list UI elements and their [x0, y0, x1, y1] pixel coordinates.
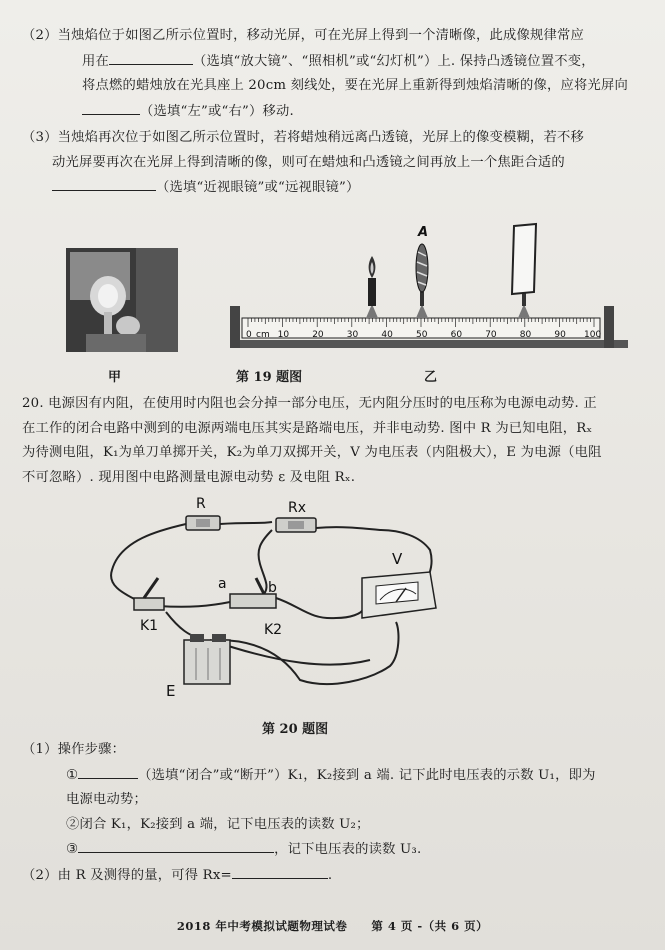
part2-end: .: [327, 867, 333, 883]
ruler-tick-label: 0: [246, 330, 252, 340]
resistor-rx-label: Rx: [288, 500, 307, 516]
figure-20-caption: 第 20 题图: [262, 722, 329, 737]
ruler-tick-label: 100: [584, 330, 602, 340]
screen-holder: [518, 304, 530, 318]
q20-line4: 不可忽略）. 现用图中电路测量电源电动势 ε 及电阻 Rₓ.: [22, 469, 356, 485]
battery-label: E: [166, 682, 176, 700]
voltmeter-label: V: [392, 550, 403, 568]
figure-yi-label: 乙: [424, 370, 438, 385]
step1-text: （选填“闭合”或“断开”）K₁，K₂接到 a 端. 记下此时电压表的示数 U₁，即为: [138, 767, 596, 783]
ruler-tick-label: 70: [485, 330, 497, 340]
q19-part2-line2a: 用在: [82, 53, 109, 69]
page-footer: 2018 年中考模拟试题物理试卷 第 4 页 -（共 6 页）: [176, 919, 489, 933]
q19-part2-line1: （2）当烛焰位于如图乙所示位置时，移动光屏，可在光屏上得到一个清晰像，此成像规律常应: [22, 28, 585, 43]
q20-text: [22, 392, 650, 490]
figure-19-caption: 第 19 题图: [236, 370, 303, 385]
q19-part2-line2b: （选填“放大镜”、“照相机”或“幻灯机”）上. 保持凸透镜位置不变，: [193, 53, 595, 69]
q19-part3-line1: （3）当烛焰再次位于如图乙所示位置时，若将蜡烛稍远离凸透镜，光屏上的像变模糊，若不移: [22, 130, 585, 145]
switch-k2-label: K2: [264, 622, 283, 638]
answer-blank-rx[interactable]: [232, 863, 328, 879]
terminal-b-label: b: [268, 580, 277, 596]
step2-text: ②闭合 K₁，K₂接到 a 端，记下电压表的读数 U₂；: [66, 816, 370, 832]
q19-part2: [22, 24, 665, 124]
answer-blank-switch-state[interactable]: [78, 763, 138, 779]
step3-text: ，记下电压表的读数 U₃.: [274, 842, 422, 857]
ruler-tick-label: 20: [312, 330, 324, 340]
figure-jia-label: 甲: [108, 370, 122, 385]
q19-part2-line4: （选填“左”或“右”）移动.: [140, 103, 294, 119]
switch-k1-label: K1: [140, 618, 159, 634]
voltmeter: [362, 572, 436, 618]
terminal-a-label: a: [218, 576, 227, 592]
ruler: [242, 318, 601, 340]
figure-20-circuit: [100, 490, 460, 705]
resistor-r-label: R: [196, 496, 206, 512]
q19-part3-line3: （选填“近视眼镜”或“远视眼镜”）: [156, 180, 360, 195]
lens-label-a: A: [418, 225, 429, 240]
ruler-tick-label: 60: [450, 330, 463, 340]
candle-holder: [366, 304, 378, 318]
switch-k1: [134, 578, 164, 610]
step1-cont: 电源电动势；: [66, 792, 147, 807]
ruler-tick-label: 80: [519, 330, 532, 340]
convex-lens: [416, 244, 428, 306]
answer-blank-device[interactable]: [109, 49, 193, 65]
ruler-tick-label: 90: [554, 330, 566, 340]
resistor-rx: [276, 518, 316, 532]
q20-line2: 在工作的闭合电路中测到的电源两端电压其实是路端电压，并非电动势. 图中 R 为已知电阻，Rₓ: [22, 420, 593, 436]
answer-blank-step3[interactable]: [78, 837, 274, 853]
step3-marker: ③: [66, 842, 79, 857]
q19-part2-line3: 将点燃的蜡烛放在光具座上 20cm 刻线处，要在光屏上重新得到烛焰清晰的像，应将光屏向: [82, 78, 629, 93]
figure-yi-optical-bench: [228, 218, 630, 368]
q20-steps: [22, 738, 650, 888]
ruler-tick-label: 50: [416, 330, 428, 340]
ruler-unit: cm: [256, 330, 270, 340]
resistor-r: [186, 516, 220, 530]
q19-part3-line2: 动光屏要再次在光屏上得到清晰的像，则可在蜡烛和凸透镜之间再放上一个焦距合适的: [52, 154, 565, 170]
q20-line1: 20. 电源因有内阻，在使用时内阻也会分掉一部分电压，无内阻分压时的电压称为电源电动势. 正: [22, 396, 597, 411]
answer-blank-direction[interactable]: [82, 99, 140, 115]
battery: [184, 634, 230, 684]
figure-jia-photo: [66, 248, 178, 352]
steps-title: （1）操作步骤：: [22, 742, 126, 757]
ruler-tick-label: 40: [381, 330, 393, 340]
part2-text: （2）由 R 及测得的量，可得 Rx=: [22, 867, 232, 883]
ruler-tick-label: 30: [346, 330, 359, 340]
candle: [368, 256, 376, 306]
lens-holder: [416, 304, 428, 318]
answer-blank-glasses[interactable]: [52, 175, 156, 191]
light-screen: [512, 224, 536, 306]
q19-part3: [22, 126, 650, 201]
step1-marker: ①: [66, 767, 79, 783]
ruler-tick-label: 10: [277, 330, 290, 340]
q20-line3: 为待测电阻，K₁为单刀单掷开关，K₂为单刀双掷开关，V 为电压表（内阻极大），E 为电源（电阻: [22, 445, 602, 460]
